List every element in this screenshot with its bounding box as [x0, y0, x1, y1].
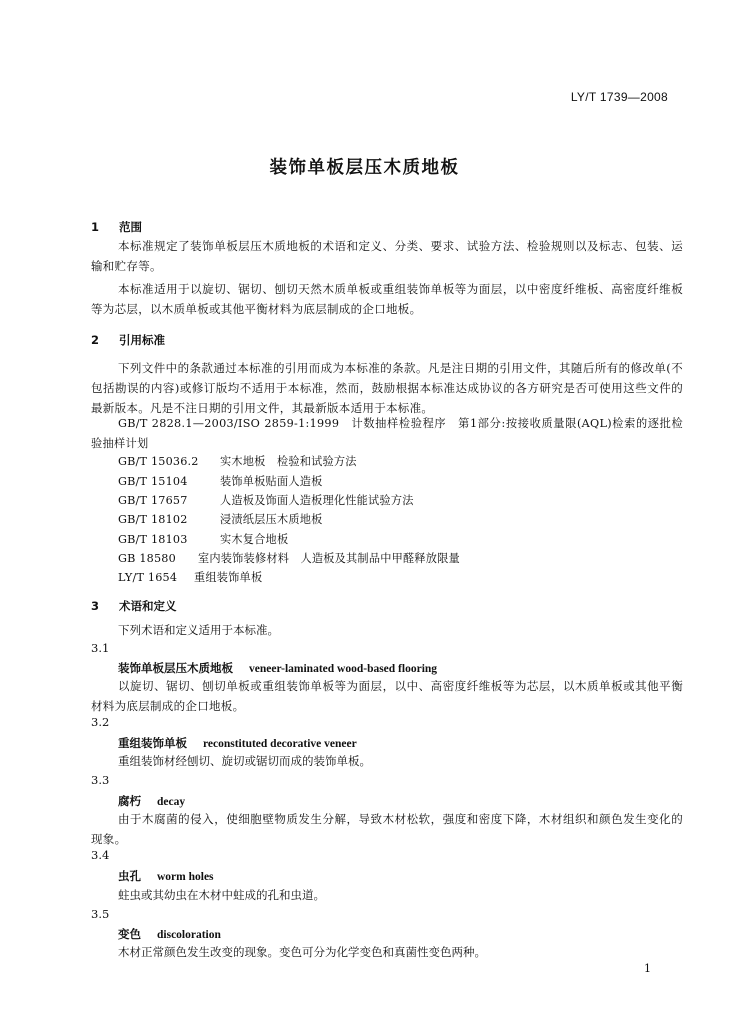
clause-number: 3.2	[91, 715, 110, 729]
reference-code: GB 18580	[118, 552, 176, 565]
clause-number: 3.4	[91, 848, 110, 862]
reference-name: 重组装饰单板	[194, 571, 263, 584]
reference-item	[118, 531, 288, 547]
term-en: worm holes	[157, 871, 214, 883]
page-number: 1	[644, 962, 651, 975]
reference-code: GB/T 15104	[118, 475, 188, 488]
term-en: discoloration	[157, 929, 221, 941]
standard-number: LY/T 1739—2008	[570, 90, 668, 104]
reference-code: GB/T 15036.2	[118, 455, 199, 468]
term-definition: 由于木腐菌的侵入，使细胞壁物质发生分解，导致木材松软，强度和密度下降，木材组织和颜色发生变化的现象。	[91, 812, 683, 846]
section-3-heading	[91, 598, 177, 614]
section-title: 范围	[119, 220, 142, 234]
references-intro: 下列文件中的条款通过本标准的引用而成为本标准的条款。凡是注日期的引用文件，其随后所有的修改单(不包括勘误的内容)或修订版均不适用于本标准，然而，鼓励根据本标准达成协议的各方研究是否可使用这些文件的最新版本。凡是不注日期的引用文件，其最新版本适用于本标准。	[91, 361, 683, 415]
scope-paragraph-2: 本标准适用于以旋切、锯切、刨切天然木质单板或重组装饰单板等为面层，以中密度纤维板、高密度纤维板等为芯层，以木质单板或其他平衡材料为底层制成的企口地板。	[91, 282, 683, 316]
section-title: 引用标准	[119, 333, 165, 347]
terms-intro: 下列术语和定义适用于本标准。	[118, 623, 279, 637]
reference-item	[118, 569, 262, 585]
scope-paragraph-1: 本标准规定了装饰单板层压木质地板的术语和定义、分类、要求、试验方法、检验规则以及标志、包装、运输和贮存等。	[91, 239, 683, 273]
term-heading	[118, 660, 437, 676]
reference-item	[118, 550, 460, 566]
reference-code: GB/T 18103	[118, 533, 188, 546]
section-2-heading	[91, 332, 165, 348]
section-number: 2	[91, 333, 100, 347]
reference-name: 实木复合地板	[220, 533, 289, 546]
clause-number: 3.1	[91, 641, 110, 655]
section-1-heading	[91, 219, 142, 235]
section-number: 1	[91, 220, 100, 234]
term-definition: 重组装饰材经刨切、旋切或锯切而成的装饰单板。	[118, 754, 371, 768]
term-definition: 木材正常颜色发生改变的现象。变色可分为化学变色和真菌性变色两种。	[118, 945, 486, 959]
reference-code: GB/T 18102	[118, 513, 188, 526]
reference-name: 浸渍纸层压木质地板	[220, 513, 323, 526]
reference-name: 实木地板 检验和试验方法	[220, 455, 357, 468]
term-heading	[118, 926, 221, 942]
term-definition: 以旋切、锯切、刨切单板或重组装饰单板等为面层，以中、高密度纤维板等为芯层，以木质单板或其他平衡材料为底层制成的企口地板。	[91, 679, 683, 713]
reference-code: LY/T 1654	[118, 571, 178, 584]
term-heading	[118, 793, 185, 809]
reference-item	[118, 511, 323, 527]
clause-number: 3.5	[91, 907, 110, 921]
term-zh: 装饰单板层压木质地板	[118, 661, 233, 675]
term-zh: 重组装饰单板	[118, 736, 187, 750]
term-en: veneer-laminated wood-based flooring	[249, 663, 438, 675]
reference-name: 室内装饰装修材料 人造板及其制品中甲醛释放限量	[198, 552, 460, 565]
term-definition: 蛀虫或其幼虫在木材中蛀成的孔和虫道。	[118, 888, 325, 902]
term-heading	[118, 735, 357, 751]
term-heading	[118, 868, 214, 884]
term-zh: 变色	[118, 927, 141, 941]
reference-item	[118, 492, 414, 508]
term-en: reconstituted decorative veneer	[203, 738, 357, 750]
clause-number: 3.3	[91, 773, 110, 787]
reference-gb-t-2828: GB/T 2828.1—2003/ISO 2859-1:1999 计数抽样检验程序 第1部分:按接收质量限(AQL)检索的逐批检验抽样计划	[91, 417, 683, 450]
reference-name: 人造板及饰面人造板理化性能试验方法	[220, 494, 414, 507]
reference-code: GB/T 17657	[118, 494, 188, 507]
document-title: 装饰单板层压木质地板	[269, 158, 460, 178]
term-zh: 虫孔	[118, 869, 141, 883]
term-en: decay	[157, 796, 186, 808]
reference-item	[118, 453, 357, 469]
section-title: 术语和定义	[119, 599, 177, 613]
reference-name: 装饰单板贴面人造板	[220, 475, 323, 488]
term-zh: 腐朽	[118, 794, 141, 808]
section-number: 3	[91, 599, 100, 613]
reference-item	[118, 473, 323, 489]
